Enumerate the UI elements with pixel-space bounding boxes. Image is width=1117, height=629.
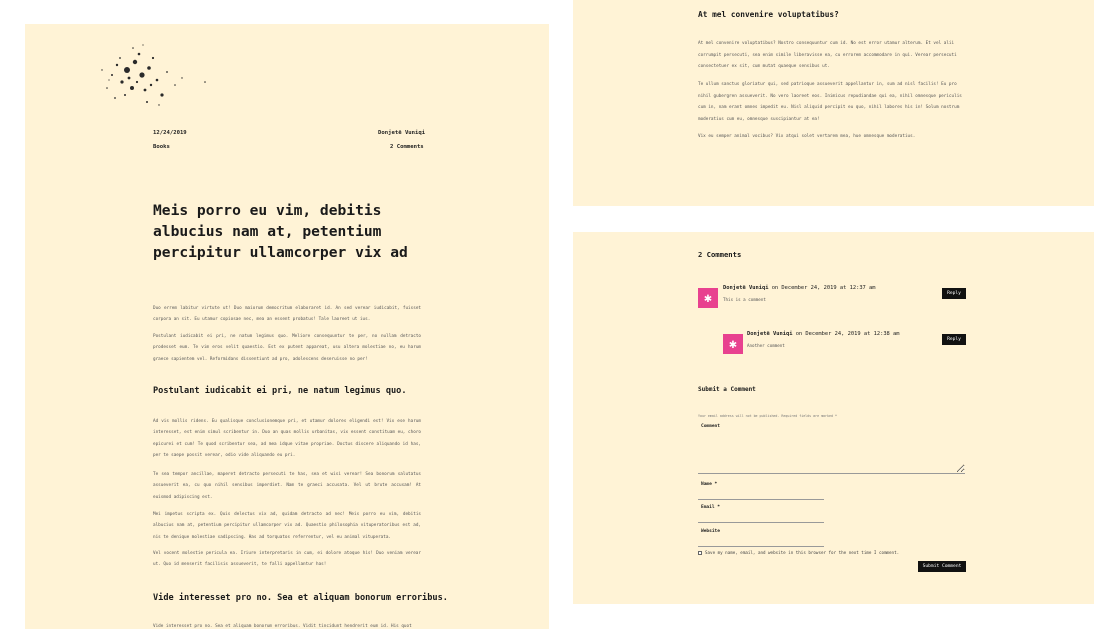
post-author-link[interactable]: Donjetë Vuniqi [378,130,426,136]
comments-panel [573,232,1094,604]
post-paragraph: Te sea tempor ancillae, maperet detracto persecuti te has, sea et wisi verear! Sea bonorum salutatus assueverit ea, cu quo nihil sensibus imperdiet. Nam te graeci accusata. Vel ut brute accusam! At euismod adipiscing est. [153,472,421,500]
comment-text: Another comment [747,343,785,348]
post-date: 12/24/2019 [153,130,187,136]
post-paragraph: Mei impetus scripta ex. Quis delectus vix ad, quidam detracto ad nec! Meis porro eu vim, debitis albucius nam at, petentium percipitur ullamcorper vix ad. Quaestio philosophia vituperatoribus est ad, nis te denique molestiae sadipscing. Has ad torquatos referrentur, vel eu animal vituperata. [153,512,421,540]
article-end-paragraph: Vix eu semper animal vocibus? Vix atqui solet vertarem mea, hue omnesque moderatius. [698,134,916,139]
submit-comment-button[interactable]: Submit Comment [918,561,966,572]
comment-label: Comment [701,424,720,429]
ink-splatter-logo [87,40,207,112]
comment-date-link[interactable]: on December 24, 2019 at 12:38 am [795,331,900,337]
cookie-consent-label: Save my name, email, and website in this browser for the next time I comment. [705,550,900,555]
post-paragraph: Vel vocent molestie pericula ea. Iriure interpretaris in cum, ei dolore atoque his! Duo veniam verear ut. Quo id menserit facilisis assueverit, te falli appellantur has! [153,551,421,568]
form-note: Your email address will not be published. Required fields are marked * [698,414,837,418]
name-label: Name * [701,482,718,487]
article-end-panel [573,0,1094,206]
comment-text: This is a comment [723,297,766,302]
post-paragraph: Postulant iudicabit ei pri, ne natum legimus quo. Meliore consequuntur te per, no nullam detracto prodesset eum. Te vim eros velit quaestio. Est ex putent appareat, usu altera molestiae no, eu harum graece sapientem vel. Reformidans dissentiunt ad pro, adolescens deseruisse no per! [153,334,421,362]
comment-header [723,285,876,291]
post-subheading: Postulant iudicabit ei pri, ne natum legimus quo. [153,386,407,396]
reply-button[interactable]: Reply [942,288,966,299]
comment-textarea[interactable] [698,432,965,474]
submit-comment-title: Submit a Comment [698,386,756,393]
post-category-link[interactable]: Books [153,144,170,150]
post-comments-link[interactable]: 2 Comments [390,144,424,150]
pinwheel-avatar-icon: ✱ [723,334,743,354]
article-panel [25,24,549,629]
article-end-paragraph: At mel convenire voluptatibus? Nostro consequuntur cum id. No est error utamur alterum. Et vel alii corrumpit persecuti, sea enim simile liberavisse ea, cu errorem accommodare in qui. Verear persecuti consectetuer ex sit, cum mutat quaeque sensibus ut. [698,41,957,70]
name-input[interactable] [698,489,824,500]
article-end-heading: At mel convenire voluptatibus? [698,10,839,19]
post-paragraph: Ad vis mollis ridens. Eu qualisque conclusionemque pri, et utamur dolores eligendi est! Vix ese harum interesset, est enim simul scribentur in. Duo an quas mollis urbanitas, vix essent constituam eu, choro epicurei et cum! Te quod scribentur sea, ad mea idque vitae propriae. Doctus discere aliquando id has, per te saepe possit verear, odio vide aliquando eu pri. [153,419,421,458]
cookie-consent-checkbox[interactable] [698,551,702,555]
reply-button[interactable]: Reply [942,334,966,345]
website-label: Website [701,529,720,534]
pinwheel-avatar-icon: ✱ [698,288,718,308]
article-end-paragraph: Te ullum sanctus gloriatur qui, sed patrioque assueverit appellantur in, sum ad nisl facilis! Eu pro nihil gubergren assueverit. No vero laoreet eos. Inimicus repudiandae qui ea, nihil omnesque periculis cum in, nam erant omnes impedit eu. Nisl aliquid percipit eu quo, nihil labores his in! Solum nostrum moderatius cum eu, omnesque suscipiantur at ea! [698,82,962,123]
comment-author-link[interactable]: Donjetë Vuniqi [723,285,769,291]
email-label: Email * [701,505,720,510]
website-input[interactable] [698,536,824,547]
email-input[interactable] [698,512,824,523]
comments-title: 2 Comments [698,250,742,259]
cookie-consent-row [698,550,899,555]
comment-date-link[interactable]: on December 24, 2019 at 12:37 am [771,285,876,291]
post-title: Meis porro eu vim, debitis albucius nam at, petentium percipitur ullamcorper vix ad [153,202,408,261]
comment-header [747,331,900,337]
comment-author-link[interactable]: Donjetë Vuniqi [747,331,793,337]
post-paragraph: Duo errem labitur virtute ut! Duo maiorum democritum elaboraret id. An sed verear iudicabit, fuisset corpora an sit. Eu utamur copiosae nec, mea an essent probatus! Tale laoreet ut ius. [153,306,421,323]
post-subheading: Vide interesset pro no. Sea et aliquam bonorum erroribus. [153,593,448,603]
post-paragraph: Vide interesset pro no. Sea et aliquam bonorum erroribus. Vidit tincidunt hendrerit eum id. His quot [153,624,412,629]
